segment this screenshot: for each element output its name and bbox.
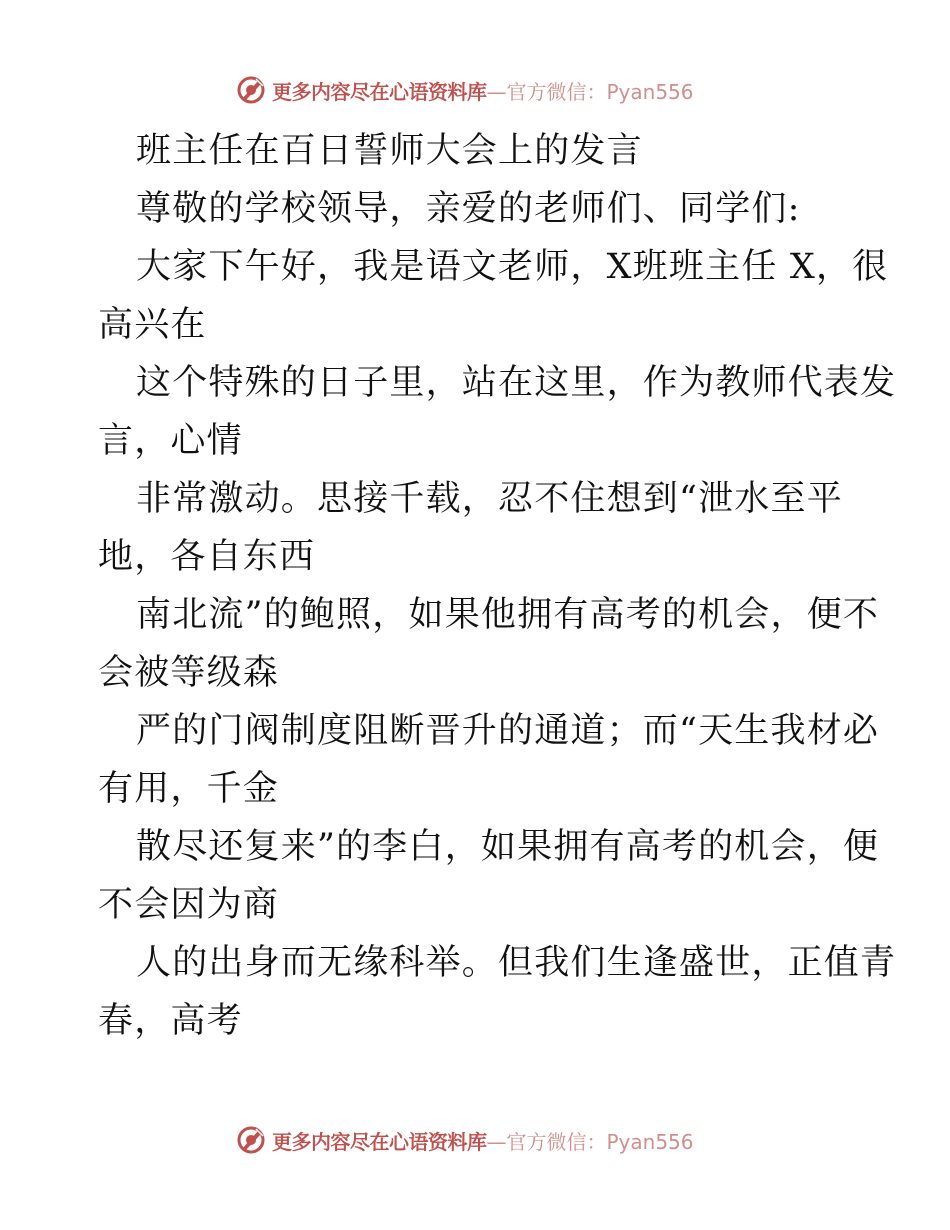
banner-main-text: 更多内容尽在心语资料库 (272, 1129, 487, 1154)
text-line: 南北流”的鲍照，如果他拥有高考的机会，便不 (136, 595, 880, 635)
banner-main-text: 更多内容尽在心语资料库 (272, 79, 487, 104)
text-line: 会被等级森 (98, 653, 280, 693)
text-line: 地，各自东西 (98, 537, 316, 577)
text-line: 人的出身而无缘科举。但我们生逢盛世，正值青 (136, 943, 897, 983)
quill-logo-icon (236, 1125, 266, 1155)
text-line: 大家下午好，我是语文老师，X班班主任 X，很 (136, 247, 889, 287)
text-line: 散尽还复来”的李白，如果拥有高考的机会，便 (136, 827, 880, 867)
text-line: 言，心情 (98, 421, 243, 461)
text-line: 春，高考 (98, 1001, 243, 1041)
footer-banner (236, 1122, 716, 1158)
banner-wechat-text: —官方微信：Pyan556 (486, 1129, 694, 1154)
quill-logo-icon (236, 75, 266, 105)
text-line: 有用，千金 (98, 769, 280, 809)
banner-wechat-text: —官方微信：Pyan556 (486, 79, 694, 104)
text-line: 高兴在 (98, 305, 207, 345)
document-title: 班主任在百日誓师大会上的发言 (136, 131, 643, 171)
text-line: 严的门阀制度阻断晋升的通道；而“天生我材必 (136, 711, 880, 751)
header-banner (236, 72, 716, 108)
speech-body (98, 122, 897, 1050)
text-line: 这个特殊的日子里，站在这里，作为教师代表发 (136, 363, 897, 403)
text-line: 不会因为商 (98, 885, 280, 925)
text-line: 非常激动。思接千载，忍不住想到“泄水至平 (136, 479, 843, 519)
text-line: 尊敬的学校领导，亲爱的老师们、同学们: (136, 189, 801, 229)
